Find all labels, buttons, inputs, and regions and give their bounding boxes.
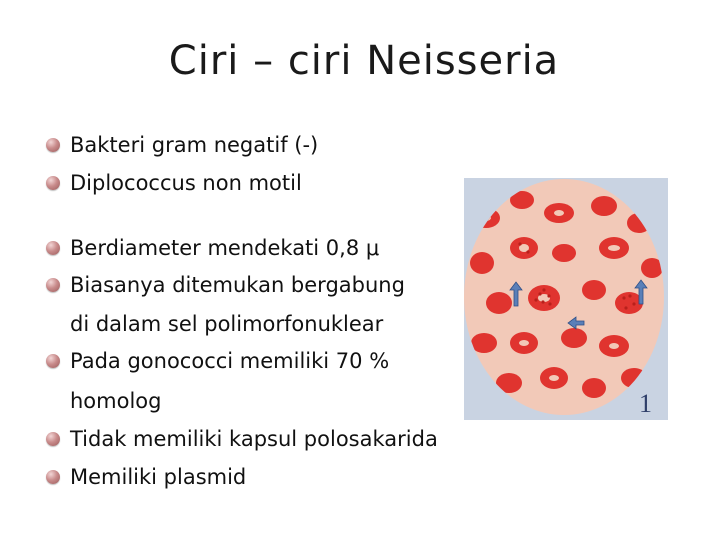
sphere-bullet-icon bbox=[46, 354, 60, 368]
slide: Ciri – ciri Neisseria Bakteri gram negatif (-) Diplococcus non motil Berdiameter mendekati 0,8 μ Biasanya ditemukan bergabung di dalam sel polimorfonuklear Pada gonococci memiliki 70 % homolog Tidak memiliki kapsul polosakarida Memiliki plasmid 1 bbox=[0, 0, 728, 546]
microscope-image bbox=[464, 178, 668, 420]
sphere-bullet-icon bbox=[46, 138, 60, 152]
sphere-bullet-icon bbox=[46, 278, 60, 292]
image-label: 1 bbox=[639, 389, 652, 418]
sphere-bullet-icon bbox=[46, 241, 60, 255]
sphere-bullet-icon bbox=[46, 432, 60, 446]
sphere-bullet-icon bbox=[46, 176, 60, 190]
slide-title: Ciri – ciri Neisseria bbox=[168, 38, 560, 84]
sphere-bullet-icon bbox=[46, 470, 60, 484]
